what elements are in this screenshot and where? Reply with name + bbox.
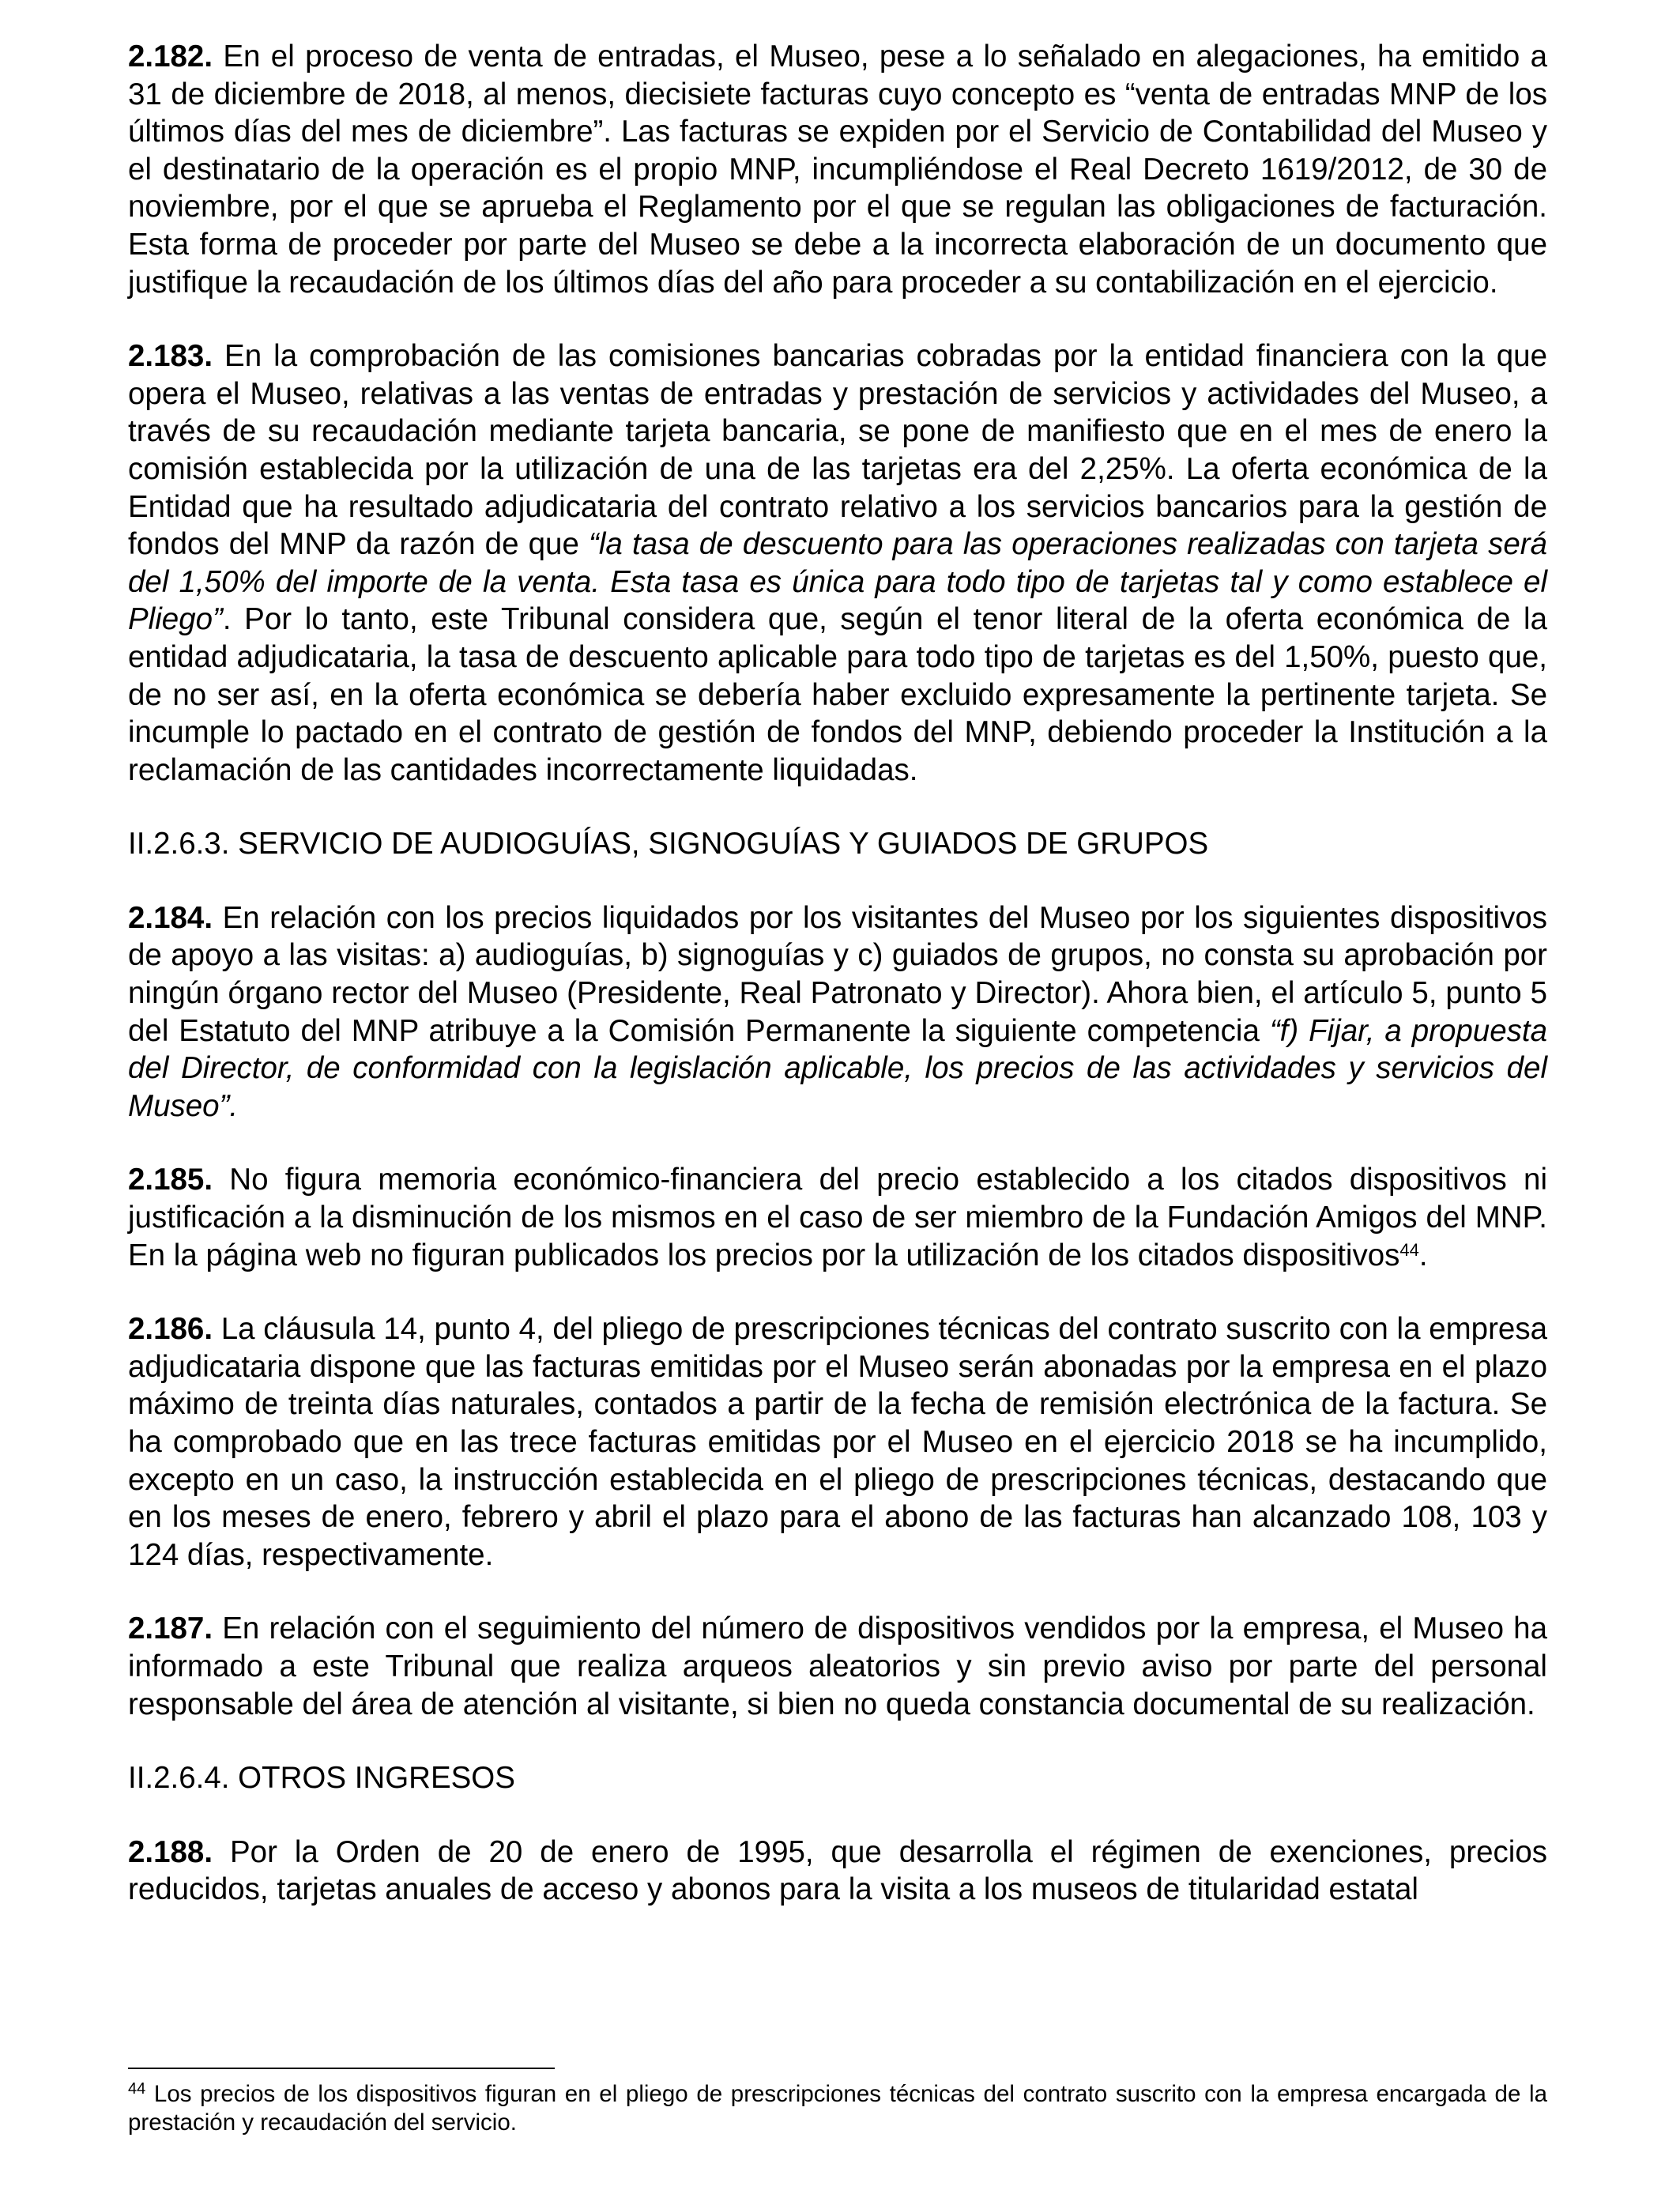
paragraph-text: En relación con el seguimiento del número de dispositivos vendidos por la empresa, el Museo ha informado a este Tribunal que realiza arqueos aleatorios y sin previo aviso por parte del personal responsable del área de atención al visitante, si bien no queda constancia documental de su realización. [128,1612,1547,1721]
paragraph [128,38,1547,301]
paragraph-text: No figura memoria económico-financiera del precio establecido a los citados dispositivos ni justificación a la disminución de los mismos en el caso de ser miembro de la Fundación Amigos del MNP. En la página web no figuran publicados los precios por la utilización de los citados dispositivos [128,1163,1547,1272]
section-heading: II.2.6.3. SERVICIO DE AUDIOGUÍAS, SIGNOGUÍAS Y GUIADOS DE GRUPOS [128,827,1209,861]
paragraph-text: En el proceso de venta de entradas, el Museo, pese a lo señalado en alegaciones, ha emitido a 31 de diciembre de 2018, al menos, diecisiete facturas cuyo concepto es “venta de entradas MNP de los últimos días del mes de diciembre”. Las facturas se expiden por el Servicio de Contabilidad del Museo y el destinatario de la operación es el propio MNP, incumpliéndose el Real Decreto 1619/2012, de 30 de noviembre, por el que se aprueba el Reglamento por el que se regulan las obligaciones de facturación. Esta forma de proceder por parte del Museo se debe a la incorrecta elaboración de un documento que justifique la recaudación de los últimos días del año para proceder a su contabilización en el ejercicio. [128,40,1547,300]
paragraph-number: 2.188. [128,1834,213,1869]
paragraph-number: 2.187. [128,1612,213,1646]
paragraph [128,1610,1547,1723]
paragraph-text: . [1418,1238,1428,1272]
paragraph-number: 2.183. [128,339,213,374]
paragraph-text: En relación con los precios liquidados por los visitantes del Museo por los siguientes dispositivos de apoyo a las visitas: a) audioguías, b) signoguías y c) guiados de grupos, no consta su aprobación por ningún órgano rector del Museo (Presidente, Real Patronato y Director). Ahora bien, el artículo 5, punto 5 del Estatuto del MNP atribuye a la Comisión Permanente la siguiente competencia [128,900,1547,1048]
paragraph-number: 2.184. [128,900,213,935]
paragraph [128,1161,1547,1274]
paragraph-text: La cláusula 14, punto 4, del pliego de prescripciones técnicas del contrato suscrito con la empresa adjudicataria dispone que las facturas emitidas por el Museo serán abonadas por la empresa en el plazo máximo de treinta días naturales, contados a partir de la fecha de remisión electrónica de la factura. Se ha comprobado que en las trece facturas emitidas por el Museo en el ejercicio 2018 se ha incumplido, excepto en un caso, la instrucción establecida en el pliego de prescripciones técnicas, destacando que en los meses de enero, febrero y abril el plazo para el abono de las facturas han alcanzado 108, 103 y 124 días, respectivamente. [128,1312,1547,1572]
paragraph [128,899,1547,1125]
paragraph-number: 2.185. [128,1163,213,1197]
section-heading: II.2.6.4. OTROS INGRESOS [128,1761,515,1796]
paragraph-text: En la comprobación de las comisiones bancarias cobradas por la entidad financiera con la que opera el Museo, relativas a las ventas de entradas y prestación de servicios y actividades del Museo, a través de su recaudación mediante tarjeta bancaria, se pone de manifiesto que en el mes de enero la comisión establecida por la utilización de una de las tarjetas era del 2,25%. La oferta económica de la Entidad que ha resultado adjudicataria del contrato relativo a los servicios bancarios para la gestión de fondos del MNP da razón de que [128,339,1547,562]
paragraph-text: . Por lo tanto, este Tribunal considera que, según el tenor literal de la oferta económica de la entidad adjudicataria, la tasa de descuento aplicable para todo tipo de tarjetas es del 1,50%, puesto que, de no ser así, en la oferta económica se debería haber excluido expresamente la pertinente tarjeta. Se incumple lo pactado en el contrato de gestión de fondos del MNP, debiendo proceder la Institución a la reclamación de las cantidades incorrectamente liquidadas. [128,602,1547,787]
quoted-text: “f) Fijar, a propuesta del Director, de conformidad con la legislación aplicable, los precios de las actividades y servicios del Museo”. [128,1013,1547,1123]
footnote-mark: 44 [128,2080,146,2098]
footnote-separator [128,2068,555,2069]
paragraph-number: 2.182. [128,40,213,74]
quoted-text: “la tasa de descuento para las operaciones realizadas con tarjeta será del 1,50% del importe de la venta. Esta tasa es única para todo tipo de tarjetas tal y como establece el Pliego” [128,527,1547,637]
footnote [128,2080,1547,2137]
footnote-text: Los precios de los dispositivos figuran en el pliego de prescripciones técnicas del contrato suscrito con la empresa encargada de la prestación y recaudación del servicio. [128,2081,1547,2136]
paragraph [128,1310,1547,1574]
paragraph-number: 2.186. [128,1312,213,1347]
document-body [128,38,1547,1945]
paragraph [128,337,1547,789]
footnote-reference: 44 [1399,1239,1419,1260]
paragraph-text: Por la Orden de 20 de enero de 1995, que desarrolla el régimen de exenciones, precios reducidos, tarjetas anuales de acceso y abonos para la visita a los museos de titularidad estatal [128,1834,1547,1907]
paragraph [128,1834,1547,1909]
